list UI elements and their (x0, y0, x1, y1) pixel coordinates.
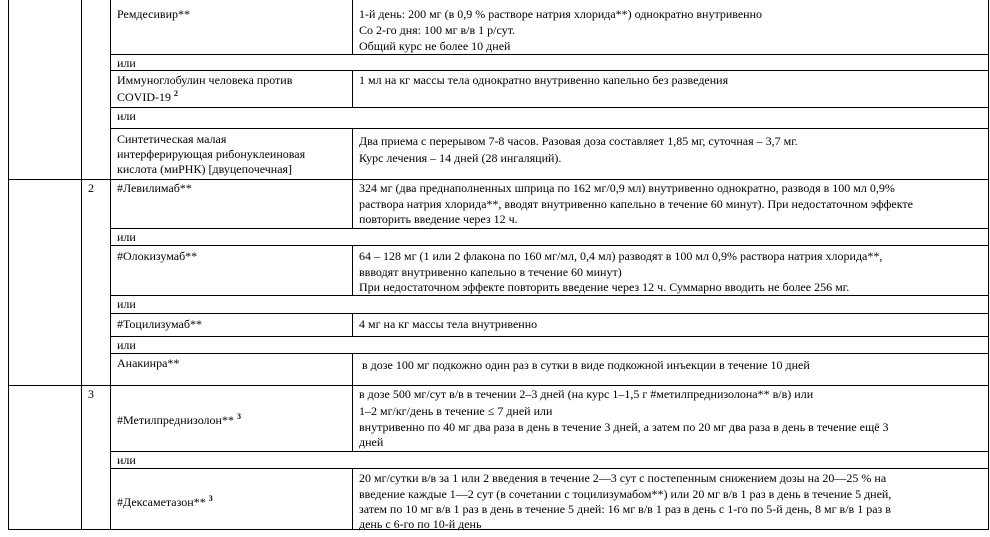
row-divider (110, 70, 989, 71)
dose-text: Два приема с перерывом 7-8 часов. Разовая доза составляет 1,85 мг, суточная – 3,7 мг. (359, 134, 798, 148)
dose-text: Курс лечения – 14 дней (28 ингаляций). (359, 151, 562, 165)
row-divider (110, 128, 989, 129)
row-number: 3 (88, 387, 94, 401)
or-separator: или (117, 338, 136, 352)
dose-text: день с 6-го по 10-й день (359, 517, 482, 531)
column-divider-dose-c (352, 128, 353, 228)
dose-text: 20 мг/сутки в/в за 1 или 2 введения в течение 2—3 сут с постепенным снижением дозы на 20—25 % на (359, 471, 887, 485)
row-divider (110, 295, 989, 296)
drug-name: COVID-19 $^2$ (117, 89, 178, 104)
dose-text: 1-й день: 200 мг (в 0,9 % растворе натрия хлорида**) однократно внутривенно (359, 7, 763, 21)
or-separator: или (117, 109, 136, 123)
drug-name: Ремдесивир** (117, 7, 191, 21)
column-divider-dose-d (352, 245, 353, 295)
drug-name: #Тоцилизумаб** (117, 317, 202, 331)
row-divider (110, 245, 989, 246)
dose-text: внутривенно по 40 мг два раза в день в течение 3 дней, а затем по 20 мг два раза в день в течение ещё 3 (359, 420, 889, 434)
dose-text: дней (359, 435, 384, 449)
row-divider (110, 54, 989, 55)
or-separator: или (117, 230, 136, 244)
dose-text: раствора натрия хлорида**, вводят внутривенно капельно в течение 60 минут). При недостаточном эффекте (359, 197, 913, 211)
or-separator: или (117, 453, 136, 467)
column-divider-dose-f (352, 353, 353, 385)
column-divider-dose-e (352, 313, 353, 336)
or-separator: или (117, 56, 136, 70)
drug-name: интерферирующая рибонуклеиновая (117, 147, 306, 161)
row-divider (110, 313, 989, 314)
row-divider (110, 353, 989, 354)
footnote-marker: 2 (174, 89, 178, 98)
dose-text: 64 – 128 мг (1 или 2 флакона по 160 мг/мл, 0,4 мл) разводят в 100 мл 0,9% раствора натрия хлорида**, (359, 249, 883, 263)
row-divider (110, 336, 989, 337)
dose-text: Со 2-го дня: 100 мг в/в 1 р/сут. (359, 23, 516, 37)
row-divider (110, 107, 989, 108)
row-divider (110, 451, 989, 452)
dose-text: Общий курс не более 10 дней (359, 39, 511, 53)
row-divider (110, 228, 989, 229)
drug-name: Иммуноглобулин человека против (117, 73, 293, 87)
drug-name: #Олокизумаб** (117, 249, 198, 263)
row-number: 2 (88, 181, 94, 195)
footnote-marker: 3 (208, 494, 213, 503)
drug-name: #Метилпреднизолон** $^3$ (117, 412, 241, 427)
dose-text: ввводят внутривенно капельно в течение 60 минут) (359, 265, 622, 279)
dose-text: 1–2 мг/кг/день в течение ≤ 7 дней или (359, 404, 553, 418)
dose-text: 4 мг на кг массы тела внутривенно (359, 317, 538, 331)
row-divider (110, 468, 989, 469)
column-divider-dose-h (352, 468, 353, 530)
dose-text: 324 мг (два преднаполненных шприца по 162 мг/0,9 мл) внутривенно однократно, разводя в 100 мл 0,9% (359, 181, 895, 195)
table-border-bottom (8, 529, 989, 530)
dose-text: повторить введение через 12 ч. (359, 212, 518, 226)
drug-name: Анакинра** (117, 356, 180, 370)
dose-text: 1 мл на кг массы тела однократно внутривенно капельно без разведения (359, 73, 729, 87)
drug-name: кислота (миРНК) [двуцепочечная] (117, 162, 293, 176)
drug-name: Синтетическая малая (117, 132, 227, 146)
column-divider-dose-a (352, 0, 353, 54)
dose-text: затем по 10 мг в/в 1 раз в день в течение 5 дней: 16 мг в/в 1 раз в день с 1-го по 5-й день, 8 мг в/в 1 раз в (359, 502, 891, 516)
column-divider-dose-b (352, 70, 353, 107)
dose-text: При недостаточном эффекте повторить введение через 12 ч. Суммарно вводить не более 256 мг. (359, 280, 850, 294)
footnote-marker: 3 (236, 412, 241, 421)
drug-name: #Дексаметазон** $^3$ (117, 494, 213, 509)
column-divider-dose-g (352, 386, 353, 451)
dose-text: в дозе 500 мг/сут в/в в течении 2–3 дней (на курс 1–1,5 г #метилпреднизолона** в/в) или (359, 387, 814, 401)
column-divider-num (81, 0, 82, 530)
or-separator: или (117, 297, 136, 311)
drug-name: #Левилимаб** (117, 181, 192, 195)
table-border-left (8, 0, 9, 530)
dose-text: в дозе 100 мг подкожно один раз в сутки в виде подкожной инъекции в течение 10 дней (359, 358, 810, 372)
dose-text: введение каждые 1—2 сут (в сочетании с тоцилизумабом**) или 20 мг в/в 1 раз в день в течение 5 дней, (359, 487, 892, 501)
